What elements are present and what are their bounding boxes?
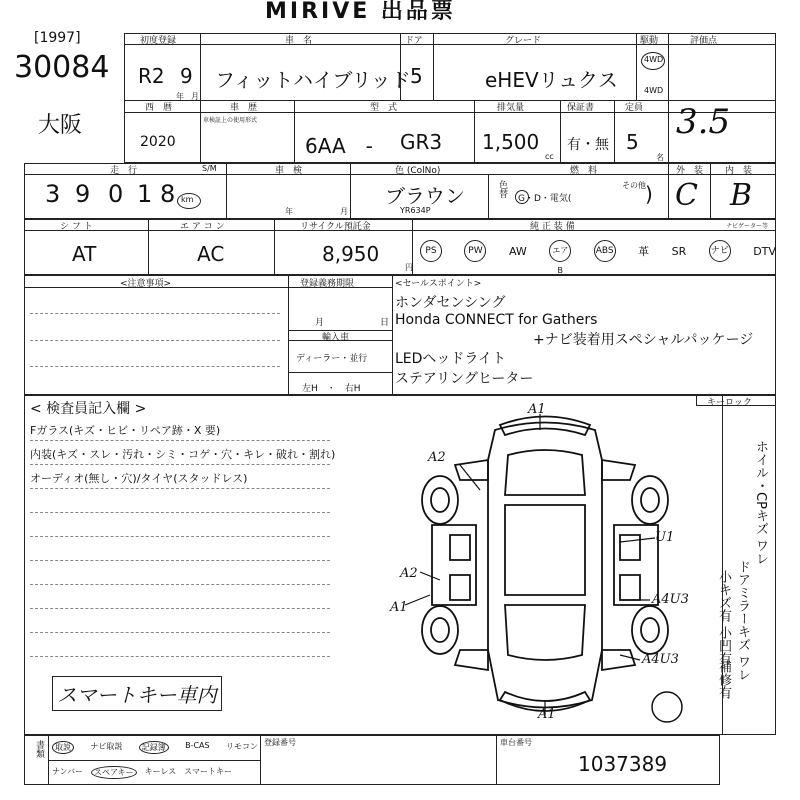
label-inspector: < 検査員記入欄 > [30, 401, 147, 417]
label-import: 輸入車 [322, 333, 350, 343]
recycle-value: 8,950 [322, 242, 380, 266]
vehicle-doors: 5 [410, 64, 423, 88]
label-model: 型 式 [370, 103, 398, 113]
doc-smart-key: スマートキー [184, 767, 232, 776]
docs-list-bottom [52, 766, 232, 779]
sales-point-4: LEDヘッドライト [395, 351, 507, 367]
recycle-unit: 円 [405, 263, 413, 272]
label-name: 車 名 [285, 36, 313, 46]
chassis-number: 1037389 [578, 752, 668, 776]
label-interior: 内 装 [725, 166, 753, 176]
docs-list-top [52, 741, 258, 754]
label-score: 評価点 [690, 36, 718, 46]
side-note-repair: 補修有 [716, 660, 731, 699]
interior-grade: B [730, 178, 753, 213]
damage-mark-right-rear-door: A4U3 [652, 592, 689, 607]
sales-point-5: ステアリングヒーター [395, 371, 534, 387]
damage-mark-left-rear: A2 [400, 566, 418, 581]
equipment-list [420, 240, 776, 275]
label-first-reg: 初度登録 [140, 36, 177, 46]
shift-value: AT [72, 242, 97, 266]
label-notice: <注意事項> [120, 279, 172, 289]
mileage-unit: km [181, 195, 194, 204]
equip-pw: PW [464, 240, 486, 262]
drive-option-2: 4WD [644, 86, 664, 95]
sales-point-3: +ナビ装着用スペシャルパッケージ [533, 332, 754, 348]
mileage-digit-2: 9 [75, 180, 91, 208]
doc-bcas: B-CAS [185, 741, 210, 750]
displacement-value: 1,500 [482, 130, 540, 154]
equip-sr: SR [671, 244, 687, 258]
first-reg-era: R2 [138, 64, 165, 88]
inspector-audio: オーディオ(無し・穴)/タイヤ(スタッドレス) [30, 472, 248, 485]
equip-ps: PS [420, 240, 442, 262]
model-code: GR3 [400, 130, 443, 154]
label-color: 色 (ColNo) [395, 166, 441, 176]
vehicle-grid [124, 33, 776, 163]
label-color-change: 色替 [497, 180, 507, 198]
label-hand: 左H ・ 右H [302, 384, 361, 394]
side-note-mirror: ドアミラーキズ ワレ [735, 560, 750, 682]
equip-dtv: DTV [753, 244, 776, 258]
label-key-lock: キーロック [707, 398, 752, 408]
label-warranty: 保証書 [567, 103, 595, 113]
color-no: YR634P [400, 206, 431, 215]
label-sales-points: <セールスポイント> [395, 279, 482, 289]
inspection-month-label: 月 [340, 207, 348, 216]
displacement-unit: cc [545, 152, 554, 161]
doc-keyless: キーレス [144, 767, 177, 776]
capacity-value: 5 [626, 130, 639, 154]
label-capacity: 定員 [625, 103, 644, 113]
warranty-value: 有・無 [567, 137, 609, 153]
damage-mark-front: A1 [528, 402, 546, 417]
first-reg-month: 9 [180, 64, 193, 88]
damage-mark-rear: A1 [538, 707, 556, 722]
label-month: 月 [315, 318, 325, 328]
damage-mark-right-front-door: U1 [655, 530, 675, 545]
label-grade: グレード [505, 36, 542, 46]
fuel-close: ) [645, 182, 653, 206]
side-note-wheel: ホイル・CPキズ ワレ [753, 440, 768, 566]
color-value: ブラウン [385, 184, 465, 208]
label-nav: ナビゲーター等 [726, 223, 769, 230]
vehicle-year: 2020 [140, 134, 176, 150]
label-chassis: 車台番号 [500, 738, 532, 747]
label-exterior: 外 装 [676, 166, 704, 176]
side-note-minor: 小キズ有 小凹有 [716, 570, 731, 666]
label-western-year: 西 暦 [145, 103, 173, 113]
mileage-digit-1: 3 [45, 180, 61, 208]
model-prefix: 6AA - [305, 134, 373, 158]
label-displacement: 排気量 [497, 103, 525, 113]
label-door: ドア [405, 36, 423, 46]
handwritten-smart-key: スマートキー車内 [52, 676, 222, 711]
label-month-suffix: 月 [191, 92, 199, 101]
label-docs: 書類 [34, 740, 44, 758]
doc-plate: ナンバー [52, 767, 84, 776]
damage-mark-left-rear-lower: A1 [390, 600, 408, 615]
label-year-suffix: 年 [176, 92, 184, 101]
damage-mark-right-rear-quarter: A4U3 [642, 652, 679, 667]
doc-manual: 取説 [52, 741, 74, 754]
mileage-digit-3: 0 [108, 180, 124, 208]
doc-nav-manual: ナビ取説 [90, 742, 123, 751]
label-history: 車 歴 [230, 103, 258, 113]
label-drive: 駆動 [640, 36, 659, 46]
equip-leather: 革 [638, 245, 650, 258]
doc-record: 記録簿 [139, 741, 169, 754]
inspection-year-label: 年 [285, 207, 293, 216]
doc-remote: リモコン [225, 742, 258, 751]
inspector-windshield: Fガラス(キズ・ヒビ・リペア跡・X 要) [30, 424, 221, 437]
lot-location: 大阪 [38, 113, 83, 138]
label-mileage: 走 行 [110, 166, 138, 176]
fuel-other-label: その他 [622, 181, 646, 190]
equip-abs: ABS [594, 240, 616, 262]
label-shift: シ フ ト [60, 222, 93, 232]
lot-number: 30084 [14, 50, 110, 85]
label-fuel: 燃 料 [570, 166, 598, 176]
label-reg-no: 登録番号 [264, 738, 296, 747]
score-value: 3.5 [676, 102, 731, 142]
aircon-value: AC [197, 242, 225, 266]
inspector-interior: 内装(キズ・スレ・汚れ・シミ・コゲ・穴・キレ・破れ・割れ) [30, 448, 336, 461]
form-title: MIRIVE 出品票 [265, 0, 456, 24]
fuel-options: G・D・電気( [518, 194, 572, 204]
exterior-grade: C [675, 178, 698, 213]
mileage-digit-5: 8 [160, 180, 176, 208]
label-equipment: 純 正 装 備 [530, 222, 575, 232]
drive-option-1: 4WD [644, 55, 664, 64]
damage-mark-front-left: A2 [428, 450, 446, 465]
label-recycle: リサイクル預託金 [300, 222, 371, 232]
label-day: 日 [380, 318, 390, 328]
capacity-unit: 名 [656, 153, 664, 162]
lot-year: [1997] [34, 30, 81, 46]
label-aircon: エ ア コ ン [180, 222, 225, 232]
sales-point-2: Honda CONNECT for Gathers [395, 312, 598, 328]
label-mileage-unit: S/M [202, 164, 217, 173]
equip-aw: AW [508, 244, 527, 258]
vehicle-grade: eHEVリュクス [485, 68, 618, 92]
mileage-digit-4: 1 [137, 180, 153, 208]
label-inspection: 車 検 [275, 166, 303, 176]
equip-airbag: エアB [549, 240, 571, 262]
vehicle-name: フィットハイブリッド [215, 68, 411, 92]
label-reg-deadline: 登録義務期限 [300, 279, 355, 289]
history-note: 車検証上の使用形式 [203, 117, 258, 124]
equip-nav: ナビ [709, 240, 731, 262]
sales-point-1: ホンダセンシング [395, 295, 506, 311]
doc-spare-key: スペアキー [91, 766, 137, 779]
label-dealer: ディーラー・並行 [296, 354, 368, 364]
